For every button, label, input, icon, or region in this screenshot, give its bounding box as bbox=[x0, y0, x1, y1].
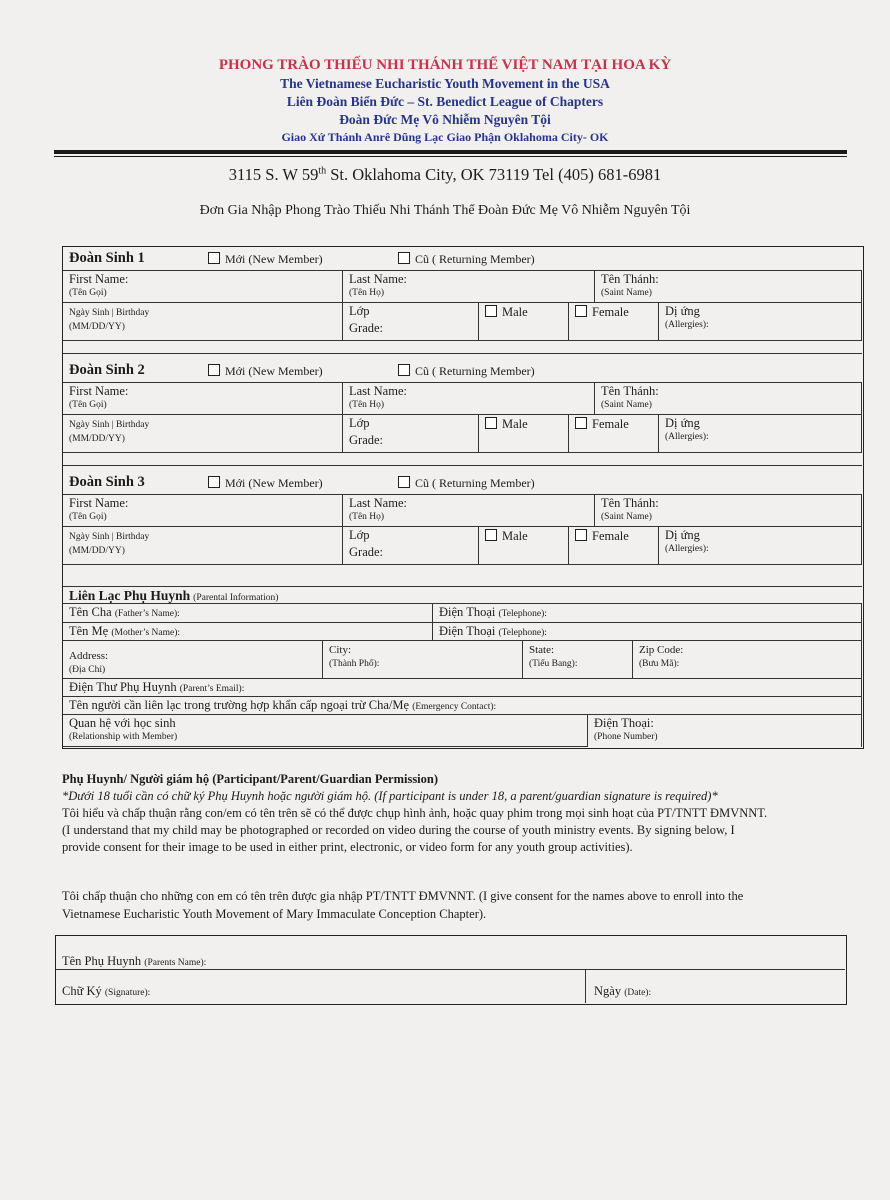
state-field[interactable]: State: (Tiểu Bang): bbox=[523, 641, 633, 679]
last-name-field[interactable]: Last Name: (Tên Họ) bbox=[343, 271, 595, 303]
birthday-field[interactable]: Ngày Sinh | Birthday (MM/DD/YY) bbox=[63, 527, 343, 565]
emergency-contact-field[interactable]: Tên người cần liên lạc trong trường hợp khẩn cấp ngoại trừ Cha/Mẹ (Emergency Contact): bbox=[63, 697, 862, 715]
parent-info-header: Liên Lạc Phụ Huynh (Parental Information) bbox=[63, 587, 862, 604]
address-line: 3115 S. W 59th St. Oklahoma City, OK 73119 Tel (405) 681-6981 bbox=[228, 165, 662, 184]
grade-field[interactable]: Lớp Grade: bbox=[343, 415, 479, 453]
saint-name-field[interactable]: Tên Thánh: (Saint Name) bbox=[595, 271, 862, 303]
female-checkbox[interactable]: Female bbox=[569, 415, 659, 453]
parent-email-field[interactable]: Điện Thư Phụ Huynh (Parent’s Email): bbox=[63, 679, 862, 697]
consent-text-2: Vietnamese Eucharistic Youth Movement of Mary Immaculate Conception Chapter). bbox=[62, 907, 487, 921]
father-phone-field[interactable]: Điện Thoại (Telephone): bbox=[433, 604, 862, 623]
address-field[interactable]: Address: (Địa Chỉ) bbox=[63, 641, 323, 679]
signature-table bbox=[55, 935, 847, 1005]
last-name-field[interactable]: Last Name: (Tên Họ) bbox=[343, 495, 595, 527]
permission-note: *Dưới 18 tuổi cần có chữ ký Phụ Huynh hoặc người giám hộ. (If participant is under 18, a parent/guardian signature is required)* bbox=[62, 789, 718, 803]
male-checkbox[interactable]: Male bbox=[479, 303, 569, 341]
father-name-field[interactable]: Tên Cha (Father’s Name): bbox=[63, 604, 433, 623]
allergies-field[interactable]: Dị ứng (Allergies): bbox=[659, 303, 862, 341]
league-name: Liên Đoàn Biển Đức – St. Benedict League of Chapters bbox=[286, 94, 604, 109]
saint-name-field[interactable]: Tên Thánh: (Saint Name) bbox=[595, 495, 862, 527]
permission-text-english-1: (I understand that my child may be photographed or recorded on video during the course of youth ministry events. By signing below, I bbox=[62, 823, 735, 837]
header-divider-thick bbox=[54, 150, 847, 154]
form-title: Đơn Gia Nhập Phong Trào Thiếu Nhi Thánh Thể Đoàn Đức Mẹ Vô Nhiễm Nguyên Tội bbox=[199, 203, 691, 218]
spacer-row bbox=[63, 565, 862, 587]
male-checkbox[interactable]: Male bbox=[479, 527, 569, 565]
city-field[interactable]: City: (Thành Phố): bbox=[323, 641, 523, 679]
new-member-checkbox[interactable] bbox=[208, 252, 220, 264]
consent-section bbox=[62, 887, 862, 923]
parish-name: Giao Xứ Thánh Anrê Dũng Lạc Giao Phận Oklahoma City- OK bbox=[281, 130, 609, 144]
org-name-vietnamese: PHONG TRÀO THIẾU NHI THÁNH THỂ VIỆT NAM TẠI HOA KỲ bbox=[218, 57, 672, 73]
member-2-header: Đoàn Sinh 2 Mới (New Member) Cũ ( Returning Member) bbox=[63, 354, 862, 383]
first-name-field[interactable]: First Name: (Tên Gọi) bbox=[63, 383, 343, 415]
birthday-field[interactable]: Ngày Sinh | Birthday (MM/DD/YY) bbox=[63, 303, 343, 341]
returning-member-checkbox[interactable] bbox=[398, 364, 410, 376]
returning-member-checkbox[interactable] bbox=[398, 476, 410, 488]
emergency-phone-field[interactable]: Điện Thoại: (Phone Number) bbox=[588, 715, 862, 747]
last-name-field[interactable]: Last Name: (Tên Họ) bbox=[343, 383, 595, 415]
permission-text-english-2: provide consent for their image to be used in either print, electronic, or video form for any youth group activities). bbox=[62, 840, 633, 854]
returning-member-checkbox[interactable] bbox=[398, 252, 410, 264]
org-name-english: The Vietnamese Eucharistic Youth Movement in the USA bbox=[280, 76, 610, 91]
female-checkbox[interactable]: Female bbox=[569, 303, 659, 341]
new-member-checkbox[interactable] bbox=[208, 364, 220, 376]
chapter-name: Đoàn Đức Mẹ Vô Nhiễm Nguyên Tội bbox=[339, 112, 551, 127]
parent-name-field[interactable]: Tên Phụ Huynh (Parents Name): bbox=[56, 936, 845, 970]
mother-name-field[interactable]: Tên Mẹ (Mother’s Name): bbox=[63, 623, 433, 641]
relationship-field[interactable]: Quan hệ với học sinh (Relationship with Member) bbox=[63, 715, 588, 747]
first-name-field[interactable]: First Name: (Tên Gọi) bbox=[63, 271, 343, 303]
member-info-table bbox=[62, 246, 864, 749]
grade-field[interactable]: Lớp Grade: bbox=[343, 303, 479, 341]
mother-phone-field[interactable]: Điện Thoại (Telephone): bbox=[433, 623, 862, 641]
member-3-header: Đoàn Sinh 3 Mới (New Member) Cũ ( Returning Member) bbox=[63, 466, 862, 495]
date-field[interactable]: Ngày (Date): bbox=[594, 984, 652, 998]
signature-field[interactable]: Chữ Ký (Signature): bbox=[56, 970, 586, 1003]
saint-name-field[interactable]: Tên Thánh: (Saint Name) bbox=[595, 383, 862, 415]
member-1-header: Đoàn Sinh 1 Mới (New Member) Cũ ( Returning Member) bbox=[63, 247, 862, 271]
permission-heading: Phụ Huynh/ Người giám hộ (Participant/Parent/Guardian Permission) bbox=[62, 772, 439, 786]
birthday-field[interactable]: Ngày Sinh | Birthday (MM/DD/YY) bbox=[63, 415, 343, 453]
male-checkbox[interactable]: Male bbox=[479, 415, 569, 453]
spacer-row bbox=[63, 341, 862, 354]
header-divider-thin bbox=[54, 156, 847, 157]
first-name-field[interactable]: First Name: (Tên Gọi) bbox=[63, 495, 343, 527]
zip-code-field[interactable]: Zip Code: (Bưu Mã): bbox=[633, 641, 862, 679]
letterhead bbox=[0, 56, 890, 145]
grade-field[interactable]: Lớp Grade: bbox=[343, 527, 479, 565]
allergies-field[interactable]: Dị ứng (Allergies): bbox=[659, 527, 862, 565]
permission-section bbox=[62, 771, 862, 856]
female-checkbox[interactable]: Female bbox=[569, 527, 659, 565]
new-member-checkbox[interactable] bbox=[208, 476, 220, 488]
spacer-row bbox=[63, 453, 862, 466]
allergies-field[interactable]: Dị ứng (Allergies): bbox=[659, 415, 862, 453]
permission-text-vietnamese: Tôi hiểu và chấp thuận rằng con/em có tên trên sẽ có thể được chụp hình ảnh, hoặc quay phim trong mọi sinh hoạt của PT/TNTT ĐMVNNT. bbox=[62, 806, 768, 820]
consent-text-1: Tôi chấp thuận cho những con em có tên trên được gia nhập PT/TNTT ĐMVNNT. (I give consent for the names above to enroll into the bbox=[62, 889, 744, 903]
